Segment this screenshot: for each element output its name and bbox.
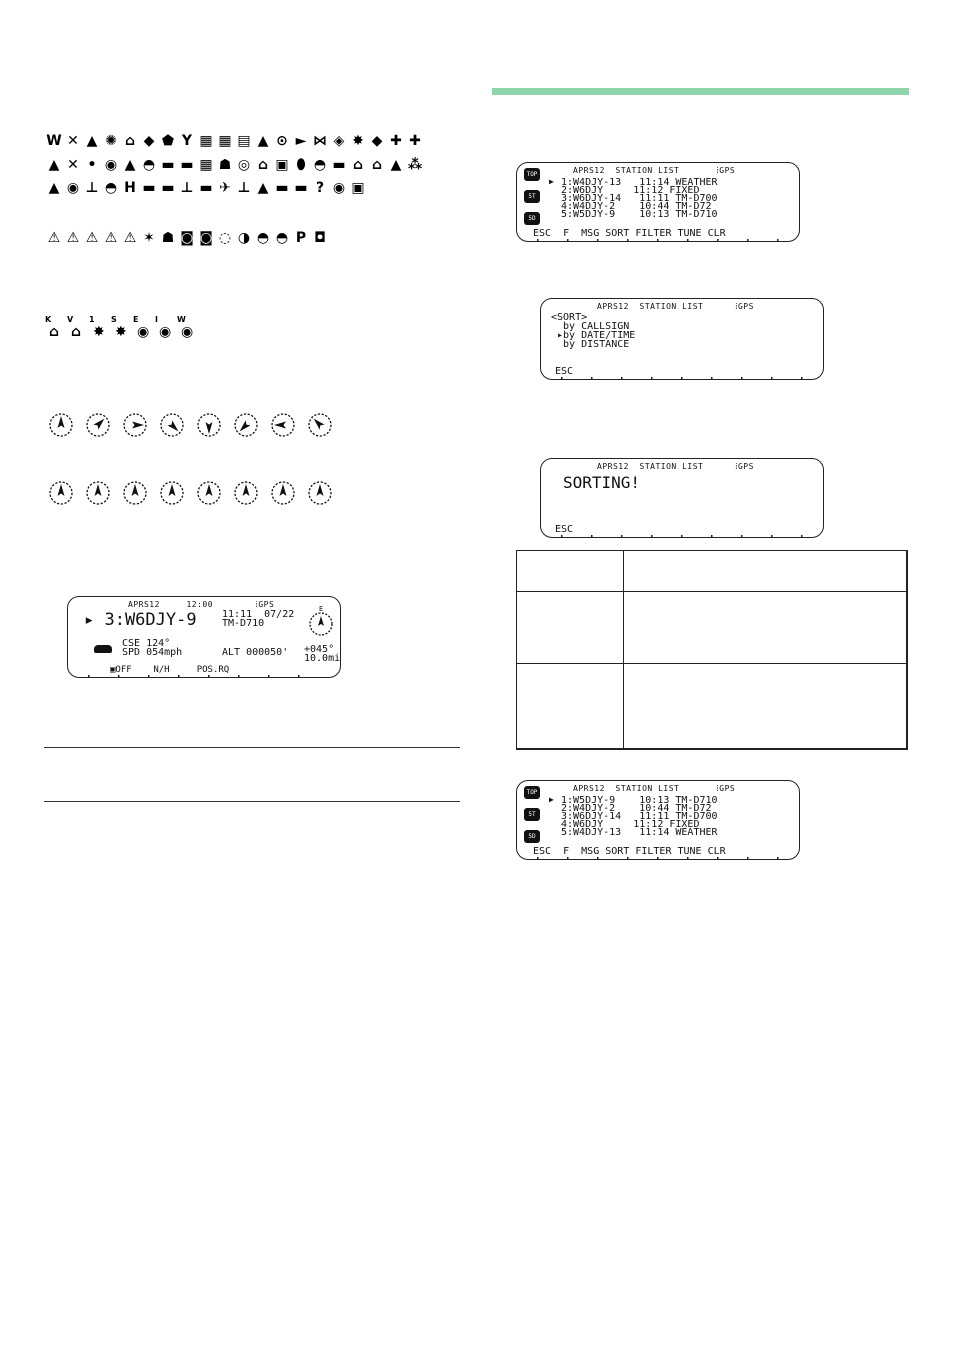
aprs-symbol-icon: ⬮ — [296, 157, 306, 173]
overlay-label: V — [67, 315, 74, 324]
aprs-symbol-icon: ◆ — [371, 133, 383, 149]
overlay-label: E — [133, 315, 139, 324]
sort-indicator-icon: 5T — [524, 190, 540, 203]
list-item: 5:W5DJY-9 10:13 TM-D710 — [561, 209, 718, 220]
distance-value: 10.0mi — [304, 653, 341, 664]
aprs-symbol-icon: ✶ — [143, 230, 155, 246]
aprs-symbol-icon: ✕ — [67, 157, 79, 173]
divider-rule-top — [44, 747, 460, 748]
overlay-symbol-icon — [89, 315, 106, 340]
compass-icon — [120, 478, 150, 508]
aprs-symbol-icon: ⋈ — [313, 133, 327, 149]
aprs-symbol-icon: ▦ — [199, 133, 213, 149]
overlay-label: K — [45, 315, 52, 324]
list-item: 2:W4DJY-2 10:44 TM-D72 — [561, 803, 712, 814]
softkey-bar: ESC F MSG SORT FILTER TUNE CLR — [533, 228, 726, 239]
aprs-symbol-icon: ✕ — [67, 133, 79, 149]
lcd-header: APRS12 STATION LIST ⁞GPS — [573, 166, 736, 175]
aprs-symbol-icon: ◉ — [66, 180, 80, 196]
overlay-glyph-icon: ◉ — [137, 324, 150, 340]
sort-indicator-icon-2: 5D — [524, 830, 540, 843]
top-indicator-icon: TOP — [524, 168, 540, 181]
lcd-station-detail — [67, 596, 341, 678]
lcd-station-list — [516, 162, 800, 242]
aprs-symbol-icon: ⁂ — [407, 157, 423, 173]
overlay-symbol-icon — [111, 315, 128, 340]
aprs-symbol-icon: ◈ — [333, 133, 345, 149]
aprs-symbol-icon: ⊥ — [180, 180, 194, 196]
lcd-header: APRS12 STATION LIST ⁞GPS — [597, 462, 754, 471]
compass-icon — [46, 410, 76, 440]
aprs-symbol-icon: ▬ — [180, 157, 194, 173]
section-accent-bar — [492, 88, 909, 95]
aprs-symbol-icon: ▲ — [390, 157, 402, 173]
aprs-symbol-icon: ▦ — [199, 157, 213, 173]
lcd-sort-menu — [540, 298, 824, 380]
aprs-symbol-icon: ◓ — [256, 230, 270, 246]
aprs-symbol-icon: ◙ — [199, 230, 213, 246]
softkey-bar: ▣OFF N/H POS.RQ — [110, 665, 230, 675]
overlay-glyph-icon: ◉ — [159, 324, 172, 340]
aprs-symbol-icon: ? — [315, 180, 325, 196]
softkey-bar: ESC F MSG SORT FILTER TUNE CLR — [533, 846, 726, 857]
compass-icon — [194, 478, 224, 508]
aprs-symbol-icon: ⚠ — [104, 230, 118, 246]
list-item: 5:W4DJY-13 11:14 WEATHER — [561, 827, 718, 838]
aprs-symbol-icon: ⬟ — [161, 133, 175, 149]
aprs-symbol-icon: ▬ — [161, 180, 175, 196]
aprs-symbol-icon: ▲ — [48, 180, 60, 196]
aprs-symbol-icon: ▬ — [199, 180, 213, 196]
overlay-symbol-icon — [45, 315, 62, 340]
compass-icon — [157, 410, 187, 440]
station-model: TM-D710 — [222, 618, 265, 629]
aprs-symbol-icon: ▲ — [86, 133, 98, 149]
aprs-symbol-icon: ▬ — [275, 180, 289, 196]
aprs-symbol-icon: ⊥ — [237, 180, 251, 196]
compass-icon — [83, 410, 113, 440]
aprs-symbol-icon: ☗ — [218, 157, 232, 173]
divider-rule-bottom — [44, 801, 460, 802]
compass-icon — [305, 410, 335, 440]
list-item: 4:W6DJY 11:12 FIXED — [561, 819, 700, 830]
lcd-header: APRS12 STATION LIST ⁞GPS — [597, 302, 754, 311]
aprs-symbol-row-3 — [46, 180, 369, 196]
aprs-symbol-icon: ▦ — [218, 133, 232, 149]
softkey-ticks — [537, 857, 779, 860]
aprs-symbol-icon: ◑ — [237, 230, 251, 246]
aprs-symbol-icon: ▬ — [142, 180, 156, 196]
list-item: 3:W6DJY-14 11:11 TM-D700 — [561, 193, 718, 204]
compass-row-north-up — [46, 410, 346, 442]
overlay-symbol-icon — [177, 315, 194, 340]
aprs-symbol-icon: ✸ — [352, 133, 364, 149]
aprs-symbol-row-4 — [46, 230, 331, 246]
aprs-symbol-icon: ✚ — [390, 133, 402, 149]
compass-icon — [268, 478, 298, 508]
aprs-overlay-symbol-row — [45, 315, 200, 340]
aprs-symbol-icon: H — [124, 180, 136, 196]
list-item: 3:W6DJY-14 11:11 TM-D700 — [561, 811, 718, 822]
aprs-symbol-icon: ⚠ — [85, 230, 99, 246]
aprs-symbol-icon: ⚠ — [123, 230, 137, 246]
overlay-label: W — [177, 315, 186, 324]
aprs-symbol-icon: ✈ — [219, 180, 231, 196]
car-icon — [94, 645, 112, 653]
aprs-symbol-icon: ◓ — [142, 157, 156, 173]
aprs-symbol-icon: • — [87, 157, 97, 173]
sorting-message: SORTING! — [563, 473, 641, 492]
overlay-glyph-icon: ✸ — [93, 324, 105, 340]
aprs-symbol-icon: ⊙ — [276, 133, 288, 149]
altitude-value: ALT 000050' — [222, 647, 289, 658]
softkey-ticks — [537, 239, 779, 242]
station-time: 11:11 07/22 — [222, 609, 295, 620]
aprs-symbol-icon: ▲ — [124, 157, 136, 173]
list-item: 1:W5DJY-9 10:13 TM-D710 — [561, 795, 718, 806]
aprs-symbol-icon: ☗ — [161, 230, 175, 246]
overlay-label: I — [155, 315, 158, 324]
aprs-symbol-icon: ▣ — [275, 157, 289, 173]
table-row — [517, 551, 906, 592]
table-row — [517, 592, 906, 664]
compass-icon — [83, 478, 113, 508]
aprs-symbol-icon: ⚠ — [47, 230, 61, 246]
aprs-symbol-icon: ◓ — [104, 180, 118, 196]
aprs-symbol-row-1 — [46, 133, 426, 149]
list-item: 1:W4DJY-13 11:14 WEATHER — [561, 177, 718, 188]
aprs-symbol-icon: ▲ — [48, 157, 60, 173]
aprs-symbol-row-2 — [46, 157, 426, 173]
sort-option-datetime[interactable]: ▸by DATE/TIME — [557, 330, 636, 341]
overlay-glyph-icon: ◉ — [181, 324, 194, 340]
aprs-symbol-icon: ◆ — [143, 133, 155, 149]
overlay-label: S — [111, 315, 117, 324]
compass-icon — [305, 478, 335, 508]
aprs-symbol-icon: ◎ — [237, 157, 251, 173]
compass-icon — [46, 478, 76, 508]
aprs-symbol-icon: ◓ — [275, 230, 289, 246]
compass-label: E — [319, 605, 324, 613]
list-item: 2:W6DJY 11:12 FIXED — [561, 185, 700, 196]
sort-option-distance[interactable]: by DISTANCE — [551, 339, 630, 350]
lcd-station-list-sorted — [516, 780, 800, 860]
aprs-symbol-icon: ⌂ — [371, 157, 383, 173]
lcd-header: APRS12 STATION LIST ⁞GPS — [573, 784, 736, 793]
aprs-symbol-icon: ⌂ — [257, 157, 269, 173]
aprs-symbol-icon: ◉ — [332, 180, 346, 196]
compass-row-heading-up — [46, 478, 346, 510]
lcd-header: APRS12 12:00 ⁞GPS — [128, 600, 275, 609]
aprs-symbol-icon: ▬ — [161, 157, 175, 173]
cursor-icon: ▶ — [549, 177, 554, 186]
aprs-symbol-icon: ▲ — [257, 133, 269, 149]
lcd-sorting — [540, 458, 824, 538]
compass-icon — [231, 478, 261, 508]
softkey-bar: ESC — [555, 366, 574, 377]
compass-icon — [120, 410, 150, 440]
station-entry: ▸ 3:W6DJY-9 — [84, 610, 197, 630]
overlay-symbol-icon — [155, 315, 172, 340]
compass-icon — [231, 410, 261, 440]
aprs-symbol-icon: W — [46, 133, 62, 149]
aprs-symbol-icon: ⌂ — [352, 157, 364, 173]
top-indicator-icon: TOP — [524, 786, 540, 799]
aprs-symbol-icon: ▬ — [294, 180, 308, 196]
aprs-symbol-icon: ◌ — [218, 230, 232, 246]
compass-icon — [194, 410, 224, 440]
sort-indicator-icon-2: 5D — [524, 212, 540, 225]
aprs-symbol-icon: ◘ — [314, 230, 326, 246]
softkey-ticks — [88, 675, 320, 678]
direction-value: +045° — [304, 644, 335, 655]
overlay-glyph-icon: ⌂ — [71, 324, 82, 340]
aprs-symbol-icon: ⌂ — [124, 133, 136, 149]
table-row — [517, 664, 906, 749]
overlay-label: 1 — [89, 315, 95, 324]
overlay-symbol-icon — [133, 315, 150, 340]
aprs-symbol-icon: ▣ — [351, 180, 365, 196]
compass-icon — [157, 478, 187, 508]
aprs-symbol-icon: Y — [181, 133, 193, 149]
aprs-symbol-icon: ► — [295, 133, 307, 149]
aprs-symbol-icon: ✚ — [409, 133, 421, 149]
overlay-glyph-icon: ⌂ — [49, 324, 60, 340]
course-value: CSE 124° — [122, 638, 171, 649]
cursor-icon: ▶ — [549, 795, 554, 804]
overlay-glyph-icon: ✸ — [115, 324, 127, 340]
softkey-ticks — [561, 535, 803, 538]
aprs-symbol-icon: ✺ — [105, 133, 117, 149]
softkey-bar: ESC — [555, 524, 574, 535]
sort-indicator-icon: 5T — [524, 808, 540, 821]
aprs-symbol-icon: ⊥ — [85, 180, 99, 196]
aprs-symbol-icon: P — [295, 230, 307, 246]
list-item: 4:W4DJY-2 10:44 TM-D72 — [561, 201, 712, 212]
speed-value: SPD 054mph — [122, 647, 183, 658]
overlay-symbol-icon — [67, 315, 84, 340]
aprs-symbol-icon: ▤ — [237, 133, 251, 149]
aprs-symbol-icon: ⚠ — [66, 230, 80, 246]
sort-options-table — [516, 550, 908, 750]
aprs-symbol-icon: ▲ — [257, 180, 269, 196]
aprs-symbol-icon: ◙ — [180, 230, 194, 246]
compass-icon — [268, 410, 298, 440]
sort-title: <SORT> — [551, 312, 588, 323]
softkey-ticks — [561, 377, 803, 380]
aprs-symbol-icon: ◓ — [313, 157, 327, 173]
aprs-symbol-icon: ▬ — [332, 157, 346, 173]
aprs-symbol-icon: ◉ — [104, 157, 118, 173]
sort-option-callsign[interactable]: by CALLSIGN — [551, 321, 630, 332]
